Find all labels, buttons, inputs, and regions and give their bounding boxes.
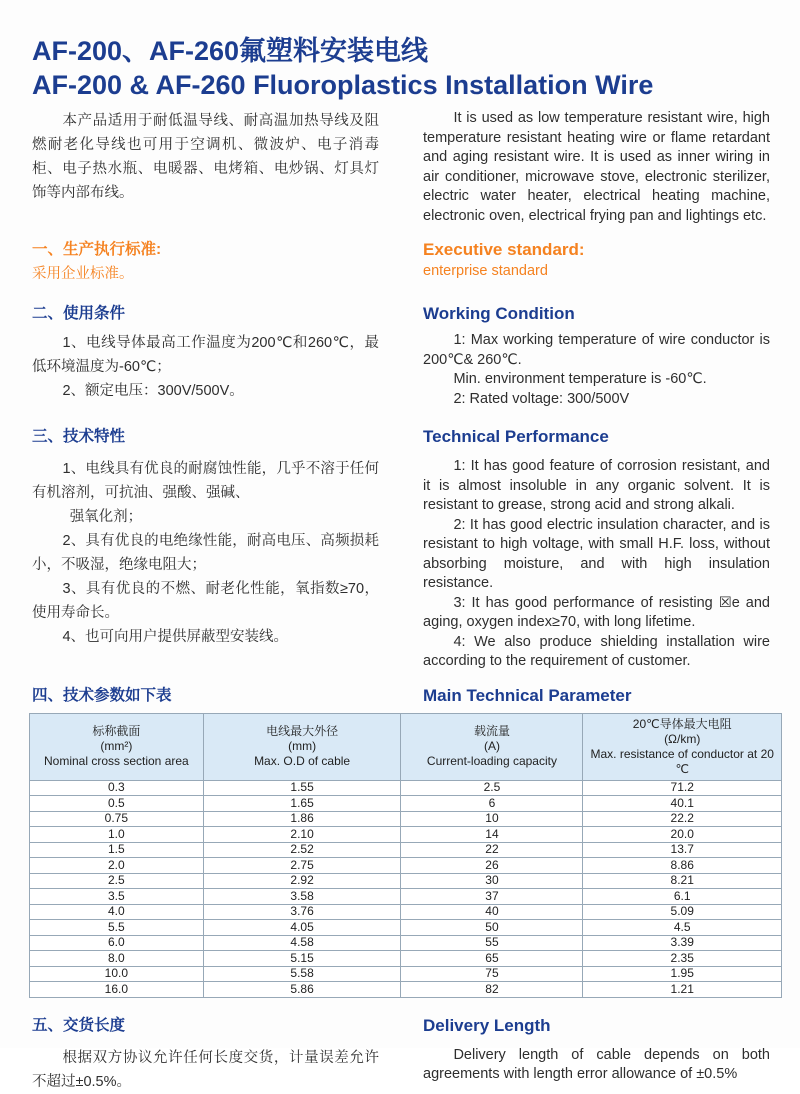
param-table-cell: 13.7 <box>583 842 782 858</box>
param-table-cell: 4.58 <box>203 935 401 951</box>
param-table-cell: 20.0 <box>583 827 782 843</box>
delivery-zh-column <box>32 1015 379 1094</box>
param-table-cell: 0.3 <box>30 780 204 796</box>
param-table-cell: 8.86 <box>583 858 782 874</box>
param-table-row <box>30 889 782 905</box>
executive-en-heading: Executive standard: <box>423 240 585 259</box>
param-table-cell: 1.55 <box>203 780 401 796</box>
executive-zh-column <box>32 239 379 286</box>
param-table-cell: 82 <box>401 982 583 998</box>
param-table-cell: 65 <box>401 951 583 967</box>
page-title-en: AF-200 & AF-260 Fluoroplastics Installation Wire <box>32 70 654 100</box>
working-zh-paragraph: 1、电线导体最高工作温度为200℃和260℃，最低环境温度为-60℃； <box>32 335 379 375</box>
param-table-row <box>30 966 782 982</box>
executive-zh-body: 采用企业标准。 <box>32 266 134 282</box>
param-table-cell: 2.5 <box>401 780 583 796</box>
param-table-cell: 30 <box>401 873 583 889</box>
technical-en-body <box>423 457 770 672</box>
technical-en-paragraph: 2: It has good electric insulation character, and is resistant to high voltage, with small H.F. loss, without absorbing moisture, and with high insulation resistance. <box>423 516 770 591</box>
param-table-cell: 2.0 <box>30 858 204 874</box>
working-en-paragraph: Min. environment temperature is -60℃. <box>453 371 707 387</box>
technical-parameter-table <box>29 713 782 998</box>
parameter-en-heading: Main Technical Parameter <box>423 685 632 705</box>
param-table-cell: 5.58 <box>203 966 401 982</box>
param-table-cell: 16.0 <box>30 982 204 998</box>
delivery-zh-heading: 五、交货长度 <box>32 1016 126 1034</box>
param-table-row <box>30 842 782 858</box>
technical-zh-paragraph: 强氧化剂； <box>69 509 143 525</box>
param-table-cell: 6 <box>401 796 583 812</box>
param-table-cell: 3.76 <box>203 904 401 920</box>
param-table-cell: 0.75 <box>30 811 204 827</box>
param-table-cell: 22 <box>401 842 583 858</box>
technical-zh-body <box>32 457 379 649</box>
param-table-cell: 2.10 <box>203 827 401 843</box>
param-table-cell: 3.5 <box>30 889 204 905</box>
delivery-en-column <box>423 1015 770 1085</box>
working-en-paragraph: 1: Max working temperature of wire conductor is 200℃& 260℃. <box>423 332 770 368</box>
technical-en-heading: Technical Performance <box>423 427 609 446</box>
param-table-cell: 1.0 <box>30 827 204 843</box>
param-table-cell: 1.21 <box>583 982 782 998</box>
technical-en-paragraph: 4: We also produce shielding installation wire according to the requirement of customer. <box>423 633 770 669</box>
executive-zh-heading: 一、生产执行标准: <box>32 241 162 258</box>
param-table-cell: 40.1 <box>583 796 782 812</box>
parameter-zh-heading: 四、技术参数如下表 <box>32 686 172 704</box>
param-table-body <box>30 780 782 997</box>
param-table-cell: 3.39 <box>583 935 782 951</box>
param-table-cell: 2.5 <box>30 873 204 889</box>
executive-en-body: enterprise standard <box>423 263 548 279</box>
delivery-length-section <box>32 1015 770 1094</box>
intro-zh-paragraph: 本产品适用于耐低温导线、耐高温加热导线及阻燃耐老化导线也可用于空调机、微波炉、电子消毒柜、电子热水瓶、电暖器、电烤箱、电炒锅、灯具灯饰等内部布线。 <box>32 113 379 201</box>
technical-zh-heading: 三、技术特性 <box>32 428 126 445</box>
param-table-cell: 8.0 <box>30 951 204 967</box>
param-table-cell: 1.86 <box>203 811 401 827</box>
param-table-row <box>30 873 782 889</box>
working-zh-paragraph: 2、额定电压：300V/500V。 <box>62 383 244 399</box>
param-table-cell: 50 <box>401 920 583 936</box>
param-table-cell: 2.52 <box>203 842 401 858</box>
parameter-heading-section <box>32 685 770 706</box>
param-table-header-cell: 电线最大外径 (mm) Max. O.D of cable <box>203 713 401 780</box>
param-table-cell: 6.0 <box>30 935 204 951</box>
technical-en-paragraph: 1: It has good feature of corrosion resistant, and it is almost insoluble in any organic solvent. It is resistant to grease, strong acid and strong alkali. <box>423 458 770 513</box>
executive-standard-section <box>32 239 770 286</box>
intro-zh-column <box>32 109 379 205</box>
intro-en-column <box>423 109 770 226</box>
param-table-cell: 5.86 <box>203 982 401 998</box>
param-table-cell: 2.92 <box>203 873 401 889</box>
parameter-en-column <box>423 685 770 706</box>
delivery-en-heading: Delivery Length <box>423 1015 551 1035</box>
param-table-cell: 5.15 <box>203 951 401 967</box>
page-title-zh: AF-200、AF-260氟塑料安装电线 <box>32 36 429 66</box>
param-table-cell: 55 <box>401 935 583 951</box>
param-table-cell: 10.0 <box>30 966 204 982</box>
param-table-cell: 4.5 <box>583 920 782 936</box>
param-table-cell: 4.05 <box>203 920 401 936</box>
param-table-cell: 4.0 <box>30 904 204 920</box>
intro-section <box>32 109 770 226</box>
param-table-cell: 8.21 <box>583 873 782 889</box>
param-table-cell: 3.58 <box>203 889 401 905</box>
param-table-cell: 37 <box>401 889 583 905</box>
working-en-column <box>423 303 770 409</box>
technical-en-column <box>423 426 770 672</box>
technical-performance-section <box>32 426 770 672</box>
param-table <box>29 713 782 998</box>
param-table-cell: 2.35 <box>583 951 782 967</box>
param-table-row <box>30 935 782 951</box>
param-table-row <box>30 982 782 998</box>
executive-en-column <box>423 239 770 282</box>
working-zh-heading: 二、使用条件 <box>32 305 126 322</box>
param-table-row <box>30 904 782 920</box>
param-table-row <box>30 796 782 812</box>
parameter-zh-column <box>32 685 379 706</box>
param-table-cell: 2.75 <box>203 858 401 874</box>
param-table-cell: 1.95 <box>583 966 782 982</box>
technical-zh-paragraph: 1、电线具有优良的耐腐蚀性能，几乎不溶于任何有机溶剂，可抗油、强酸、强碱、 <box>32 461 379 501</box>
param-table-header-cell: 标称截面 (mm²) Nominal cross section area <box>30 713 204 780</box>
param-table-cell: 1.65 <box>203 796 401 812</box>
param-table-cell: 14 <box>401 827 583 843</box>
technical-en-paragraph: 3: It has good performance of resisting ☒e and aging, oxygen index≥70, with long lifetime. <box>423 594 770 630</box>
param-table-cell: 0.5 <box>30 796 204 812</box>
param-table-row <box>30 811 782 827</box>
working-en-paragraph: 2: Rated voltage: 300/500V <box>453 390 630 407</box>
param-table-cell: 22.2 <box>583 811 782 827</box>
param-table-header-cell: 20℃导体最大电阻 (Ω/km) Max. resistance of conductor at 20 ℃ <box>583 713 782 780</box>
param-table-cell: 5.09 <box>583 904 782 920</box>
working-condition-section <box>32 303 770 409</box>
param-table-cell: 1.5 <box>30 842 204 858</box>
working-en-heading: Working Condition <box>423 304 575 323</box>
param-table-cell: 6.1 <box>583 889 782 905</box>
param-table-cell: 71.2 <box>583 780 782 796</box>
param-table-cell: 26 <box>401 858 583 874</box>
param-table-row <box>30 780 782 796</box>
intro-en-paragraph: It is used as low temperature resistant wire, high temperature resistant heating wire or flame retardant and aging resistant wire. It is used as inner wiring in air conditioner, microwave stove, electronic sterilizer, electric water heater, electrical heating machine, electronic oven, electrical frying pan and lightings etc. <box>423 110 770 224</box>
param-table-header-row <box>30 713 782 780</box>
delivery-zh-body: 根据双方协议允许任何长度交货，计量误差允许不超过±0.5%。 <box>32 1049 379 1090</box>
delivery-en-body: Delivery length of cable depends on both agreements with length error allowance of ±0.5% <box>423 1046 770 1082</box>
param-table-cell: 40 <box>401 904 583 920</box>
technical-zh-paragraph: 4、也可向用户提供屏蔽型安装线。 <box>62 629 289 645</box>
param-table-row <box>30 951 782 967</box>
param-table-header-cell: 载流量 (A) Current-loading capacity <box>401 713 583 780</box>
working-zh-column <box>32 303 379 403</box>
param-table-cell: 10 <box>401 811 583 827</box>
param-table-row <box>30 827 782 843</box>
technical-zh-paragraph: 3、具有优良的不燃、耐老化性能，氧指数≥70，使用寿命长。 <box>32 581 379 621</box>
param-table-row <box>30 920 782 936</box>
technical-zh-column <box>32 426 379 649</box>
param-table-cell: 75 <box>401 966 583 982</box>
param-table-cell: 5.5 <box>30 920 204 936</box>
param-table-row <box>30 858 782 874</box>
technical-zh-paragraph: 2、具有优良的电绝缘性能，耐高电压、高频损耗小，不吸湿，绝缘电阻大； <box>32 533 379 573</box>
